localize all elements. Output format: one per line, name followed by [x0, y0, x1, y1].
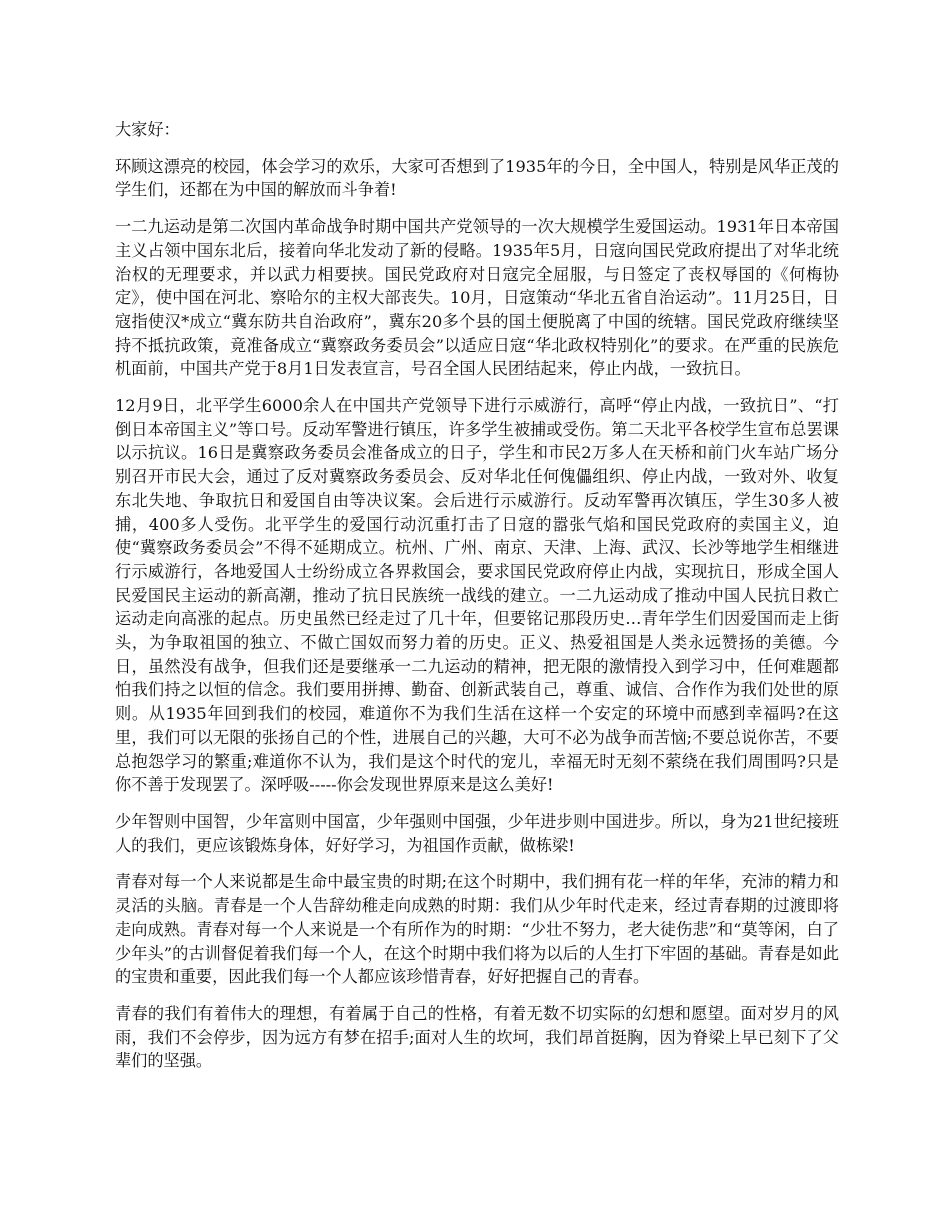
paragraph-6: 青春的我们有着伟大的理想，有着属于自己的性格，有着无数不切实际的幻想和愿望。面对岁月的风雨，我们不会停步，因为远方有梦在招手;面对人生的坎坷，我们昂首挺胸，因为脊梁上早已刻下了父辈们的坚强。: [115, 1003, 839, 1071]
greeting-line: 大家好：: [115, 120, 180, 139]
paragraph-3: 12月9日，北平学生6000余人在中国共产党领导下进行示威游行，高呼“停止内战，一致抗日”、“打倒日本帝国主义”等口号。反动军警进行镇压，许多学生被捕或受伤。第二天北平各校学生宣布总罢课以示抗议。16日是冀察政务委员会准备成立的日子，学生和市民2万多人在天桥和前门火车站广场分别召开市民大会，通过了反对冀察政务委员会、反对华北任何傀儡组织、停止内战，一致对外、收复东北失地、争取抗日和爱国自由等决议案。会后进行示威游行。反动军警再次镇压，学生30多人被捕，400多人受伤。北平学生的爱国行动沉重打击了日寇的嚣张气焰和国民党政府的卖国主义，迫使“冀察政务委员会”不得不延期成立。杭州、广州、南京、天津、上海、武汉、长沙等地学生相继进行示威游行，各地爱国人士纷纷成立各界救国会，要求国民党政府停止内战，实现抗日，形成全国人民爱国民主运动的新高潮，推动了抗日民族统一战线的建立。一二九运动成了推动中国人民抗日救亡运动走向高涨的起点。历史虽然已经走过了几十年，但要铭记那段历史…青年学生们因爱国而走上街头，为争取祖国的独立、不做亡国奴而努力着的历史。正义、热爱祖国是人类永远赞扬的美德。今日，虽然没有战争，但我们还是要继承一二九运动的精神，把无限的激情投入到学习中，任何难题都怕我们持之以恒的信念。我们要用拼搏、勤奋、创新武装自己，尊重、诚信、合作作为我们处世的原则。从1935年回到我们的校园，难道你不为我们生活在这样一个安定的环境中而感到幸福吗?在这里，我们可以无限的张扬自己的个性，进展自己的兴趣，大可不必为战争而苦恼;不要总说你苦，不要总抱怨学习的繁重;难道你不认为，我们是这个时代的宠儿，幸福无时无刻不萦绕在我们周围吗?只是你不善于发现罢了。深呼吸-----你会发现世界原来是这么美好!: [115, 396, 839, 795]
paragraph-4: 少年智则中国智，少年富则中国富，少年强则中国强，少年进步则中国进步。所以，身为21世纪接班人的我们，更应该锻炼身体，好好学习，为祖国作贡献，做栋梁!: [115, 811, 839, 855]
document-body: [115, 118, 839, 1086]
paragraph-1: 环顾这漂亮的校园，体会学习的欢乐，大家可否想到了1935年的今日，全中国人，特别是风华正茂的学生们，还都在为中国的解放而斗争着!: [115, 156, 839, 200]
paragraph-5: 青春对每一个人来说都是生命中最宝贵的时期;在这个时期中，我们拥有花一样的年华，充沛的精力和灵活的头脑。青春是一个人告辞幼稚走向成熟的时期：我们从少年时代走来，经过青春期的过渡即将走向成熟。青春对每一个人来说是一个有所作为的时期：“少壮不努力，老大徒伤悲”和“莫等闲，白了少年头”的古训督促着我们每一个人，在这个时期中我们将为以后的人生打下牢固的基础。青春是如此的宝贵和重要，因此我们每一个人都应该珍惜青春，好好把握自己的青春。: [115, 872, 839, 987]
paragraph-2: 一二九运动是第二次国内革命战争时期中国共产党领导的一次大规模学生爱国运动。1931年日本帝国主义占领中国东北后，接着向华北发动了新的侵略。1935年5月，日寇向国民党政府提出了对华北统治权的无理要求，并以武力相要挟。国民党政府对日寇完全屈服，与日签定了丧权辱国的《何梅协定》，使中国在河北、察哈尔的主权大部丧失。10月，日寇策动“华北五省自治运动”。11月25日，日寇指使汉*成立“冀东防共自治政府”，冀东20多个县的国土便脱离了中国的统辖。国民党政府继续坚持不抵抗政策，竟准备成立“冀察政务委员会”以适应日寇“华北政权特别化”的要求。在严重的民族危机面前，中国共产党于8月1日发表宣言，号召全国人民团结起来，停止内战，一致抗日。: [115, 217, 839, 379]
